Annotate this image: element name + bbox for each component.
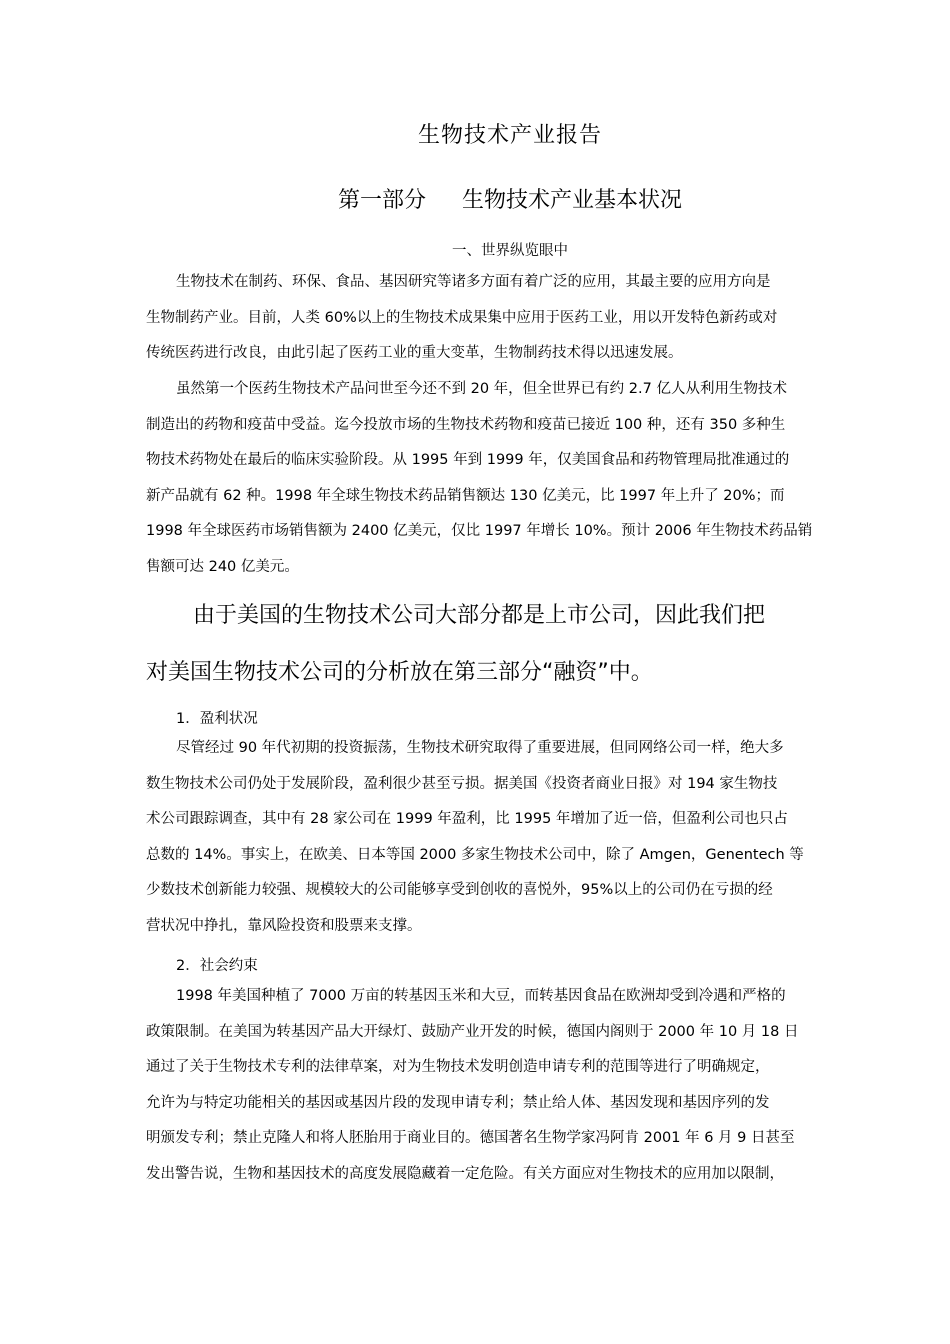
text-line: 1998 年全球医药市场销售额为 2400 亿美元，仅比 1997 年增长 10%。预计 2006 年生物技术药品销 xyxy=(146,523,813,539)
section-heading: 一、世界纵览眼中 xyxy=(452,243,568,259)
text-line: 制造出的药物和疫苗中受益。迄今投放市场的生物技术药物和疫苗已接近 100 种，还有 350 多种生 xyxy=(146,416,786,433)
paragraph-4 xyxy=(146,979,881,1192)
paragraph-2 xyxy=(146,372,881,585)
document-title: 生物技术产业报告 xyxy=(417,123,602,148)
part-heading xyxy=(0,183,950,214)
text-line: 生物制药产业。目前，人类 60%以上的生物技术成果集中应用于医药工业，用以开发特色新药或对 xyxy=(146,309,778,326)
text-line: 少数技术创新能力较强、规模较大的公司能够享受到创收的喜悦外，95%以上的公司仍在亏损的经 xyxy=(146,882,773,898)
paragraph-1 xyxy=(146,265,881,372)
part-name: 生物技术产业基本状况 xyxy=(462,188,683,213)
emphasis-paragraph xyxy=(146,587,881,701)
subsection-2-heading: 2．社会约束 xyxy=(176,958,258,974)
text-line: 新产品就有 62 种。1998 年全球生物技术药品销售额达 130 亿美元，比 1997 年上升了 20%；而 xyxy=(146,487,785,504)
text-line: 物技术药物处在最后的临床实验阶段。从 1995 年到 1999 年，仅美国食品和药物管理局批准通过的 xyxy=(146,452,790,468)
text-line: 传统医药进行改良，由此引起了医药工业的重大变革，生物制药技术得以迅速发展。 xyxy=(146,345,683,361)
text-line: 数生物技术公司仍处于发展阶段，盈利很少甚至亏损。据美国《投资者商业日报》对 194 家生物技 xyxy=(146,775,778,792)
text-line: 尽管经过 90 年代初期的投资振荡，生物技术研究取得了重要进展，但同网络公司一样，绝大多 xyxy=(176,740,784,756)
text-line: 虽然第一个医药生物技术产品问世至今还不到 20 年，但全世界已有约 2.7 亿人从利用生物技术 xyxy=(176,381,787,397)
text-line: 允许为与特定功能相关的基因或基因片段的发现申请专利；禁止给人体、基因发现和基因序列的发 xyxy=(146,1094,770,1111)
part-label: 第一部分 xyxy=(337,188,426,213)
text-line: 明颁发专利；禁止克隆人和将人胚胎用于商业目的。德国著名生物学家冯阿肯 2001 年 6 月 9 日甚至 xyxy=(146,1130,795,1146)
text-line: 政策限制。在美国为转基因产品大开绿灯、鼓励产业开发的时候，德国内阁则于 2000 年 10 月 18 日 xyxy=(146,1023,799,1040)
text-line: 售额可达 240 亿美元。 xyxy=(146,558,299,575)
text-line: 术公司跟踪调查，其中有 28 家公司在 1999 年盈利，比 1995 年增加了近一倍，但盈利公司也只占 xyxy=(146,811,788,827)
text-line: 通过了关于生物技术专利的法律草案，对为生物技术发明创造申请专利的范围等进行了明确规定， xyxy=(146,1059,770,1075)
text-line: 总数的 14%。事实上，在欧美、日本等国 2000 多家生物技术公司中，除了 Amgen，Genentech 等 xyxy=(146,846,804,863)
subsection-1-heading: 1．盈利状况 xyxy=(176,711,258,727)
paragraph-3 xyxy=(146,731,881,944)
emphasis-line: 由于美国的生物技术公司大部分都是上市公司，因此我们把 xyxy=(193,603,766,628)
text-line: 发出警告说，生物和基因技术的高度发展隐藏着一定危险。有关方面应对生物技术的应用加以限制， xyxy=(146,1165,784,1182)
text-line: 1998 年美国种植了 7000 万亩的转基因玉米和大豆，而转基因食品在欧洲却受到冷遇和严格的 xyxy=(176,988,786,1004)
text-line: 生物技术在制药、环保、食品、基因研究等诸多方面有着广泛的应用，其最主要的应用方向是 xyxy=(176,274,771,290)
emphasis-line: 对美国生物技术公司的分析放在第三部分“融资”中。 xyxy=(146,660,653,685)
text-line: 营状况中挣扎，靠风险投资和股票来支撑。 xyxy=(146,917,422,934)
